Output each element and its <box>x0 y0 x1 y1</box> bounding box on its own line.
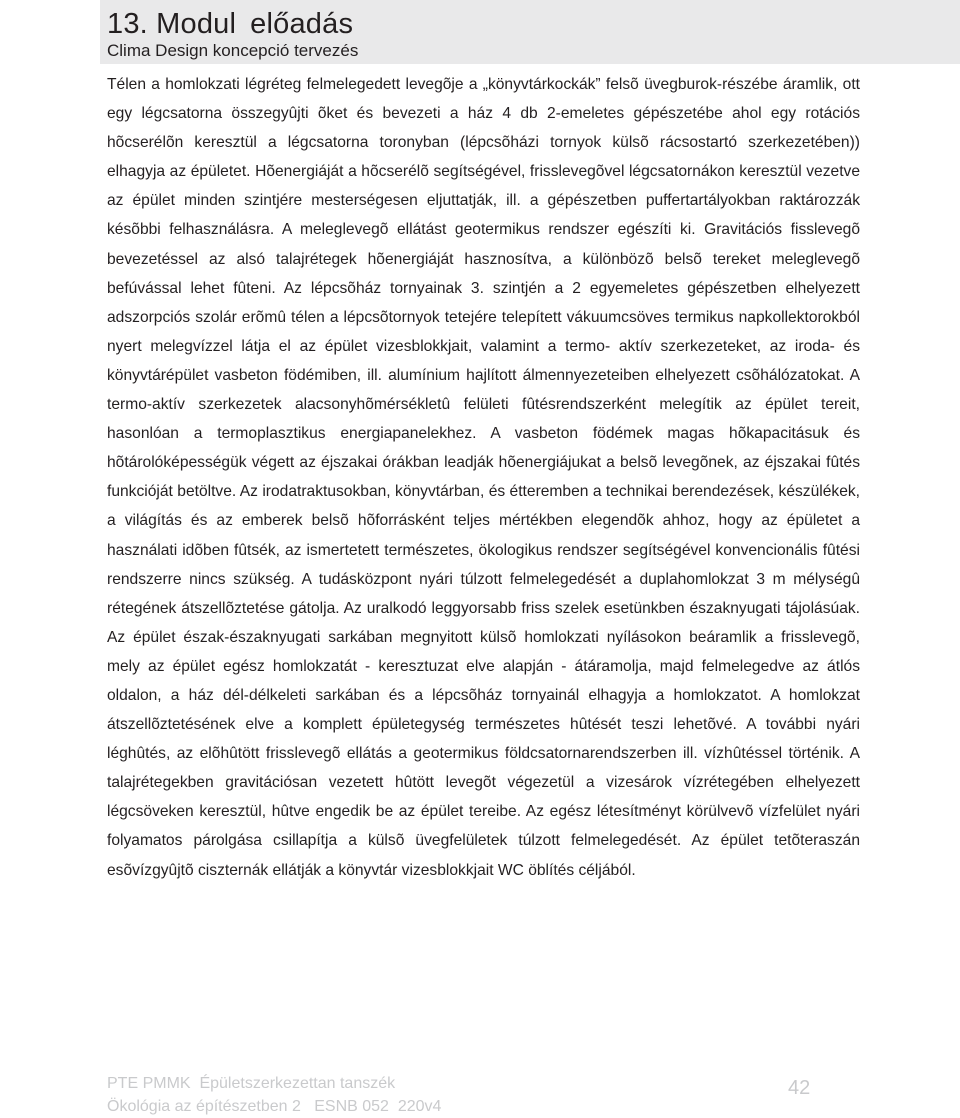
footer-course: Ökológia az építészetben 2 ESNB 052 220v4 <box>107 1098 442 1115</box>
body-paragraph: Télen a homlokzati légréteg felmelegedett levegõje a „könyvtárkockák” felsõ üvegburok-részébe áramlik, ott egy légcsatorna összegyûjti õket és bevezeti a ház 4 db 2-emeletes gépészetébe ahol egy rotációs hõcserélõn keresztül a légcsatorna toronyban (lépcsõházi tornyok külsõ rácsostartó szerkezetében)) elhagyja az épületet. Hõenergiáját a hõcserélõ segítségével, frisslevegõvel légcsatornákon keresztül vezetve az épület minden szintjére mesterségesen eljuttatják, ill. a gépészetben puffertartályokban raktározzák késõbbi felhasználásra. A meleglevegõ ellátást geotermikus rendszer egészíti ki. Gravitációs fisslevegõ bevezetéssel az alsó talajrétegek hõenergiáját hasznosítva, a különbözõ belsõ tereket meleglevegõ befúvással lehet fûteni. Az lépcsõház tornyainak 3. szintjén a 2 egyemeletes gépészetben elhelyezett adszorpciós szolár erõmû télen a lépcsõtornyok tetejére telepített vákuumcsöves termikus napkollektorokból nyert melegvízzel látja el az épület vizesblokkjait, valamint a termo- aktív szerkezeteket, az iroda- és könyvtárépület vasbeton födémiben, ill. alumínium hajlított álmennyezeteiben elhelyezett csõhálózatokat. A termo-aktív szerkezetek alacsonyhõmérsékletû felületi fûtésrendszerként melegítik az épület tereit, hasonlóan a termoplasztikus energiapanelekhez. A vasbeton födémek magas hõkapacitásuk és hõtárolóképességük végett az éjszakai órákban leadják hõenergiájukat a belsõ levegõnek, az éjszakai fûtés funkcióját betöltve. Az irodatraktusokban, könyvtárban, és étteremben a technikai berendezések, készülékek, a világítás és az emberek belsõ hõforrásként teljes mértékben elegendõk ahhoz, hogy az épületet a használati idõben fûtsék, az ismertetett természetes, ökologikus rendszer segítségével konvencionális fûtési rendszerre nincs szükség. A tudásközpont nyári túlzott felmelegedését a duplahomlokzat 3 m mélységû rétegének átszellõztetése gátolja. Az uralkodó leggyorsabb friss szelek esetünkben északnyugati tájolásúak. Az épület észak-északnyugati sarkában megnyitott külsõ homlokzati nyílásokon beáramlik a frisslevegõ, mely az épület egész homlokzatát - keresztuzat elve alapján - átáramolja, majd felmelegedve az átlós oldalon, a ház dél-délkeleti sarkában és a lépcsõház tornyainál elhagyja a homlokzatot. A homlokzat átszellõztetésének elve a komplett épületegység természetes hûtését teszi lehetõvé. A további nyári léghûtés, az elõhûtött frisslevegõ ellátás a geotermikus földcsatornarendszerben ill. vízhûtéssel történik. A talajrétegekben gravitációsan vezetett hûtött levegõt végezetül a vizesárok vízrétegében elhelyezett légcsöveken keresztül, hûtve engedik be az épület tereibe. Az egész létesítményt körülvevõ vízfelület nyári folyamatos párolgása csillapítja a külsõ üvegfelületek túlzott felmelegedését. Az épület tetõteraszán esõvízgyûjtõ ciszternák ellátják a könyvtár vizesblokkjait WC öblítés céljából. <box>107 76 860 879</box>
footer <box>107 1072 441 1118</box>
page-title <box>107 6 353 42</box>
lecture-label: előadás <box>250 8 354 40</box>
footer-department: PTE PMMK Épületszerkezettan tanszék <box>107 1075 396 1092</box>
body-text <box>107 70 860 885</box>
page-subtitle: Clima Design koncepció tervezés <box>107 41 359 60</box>
page-number: 42 <box>788 1077 811 1099</box>
module-number: 13. Modul <box>107 8 237 40</box>
